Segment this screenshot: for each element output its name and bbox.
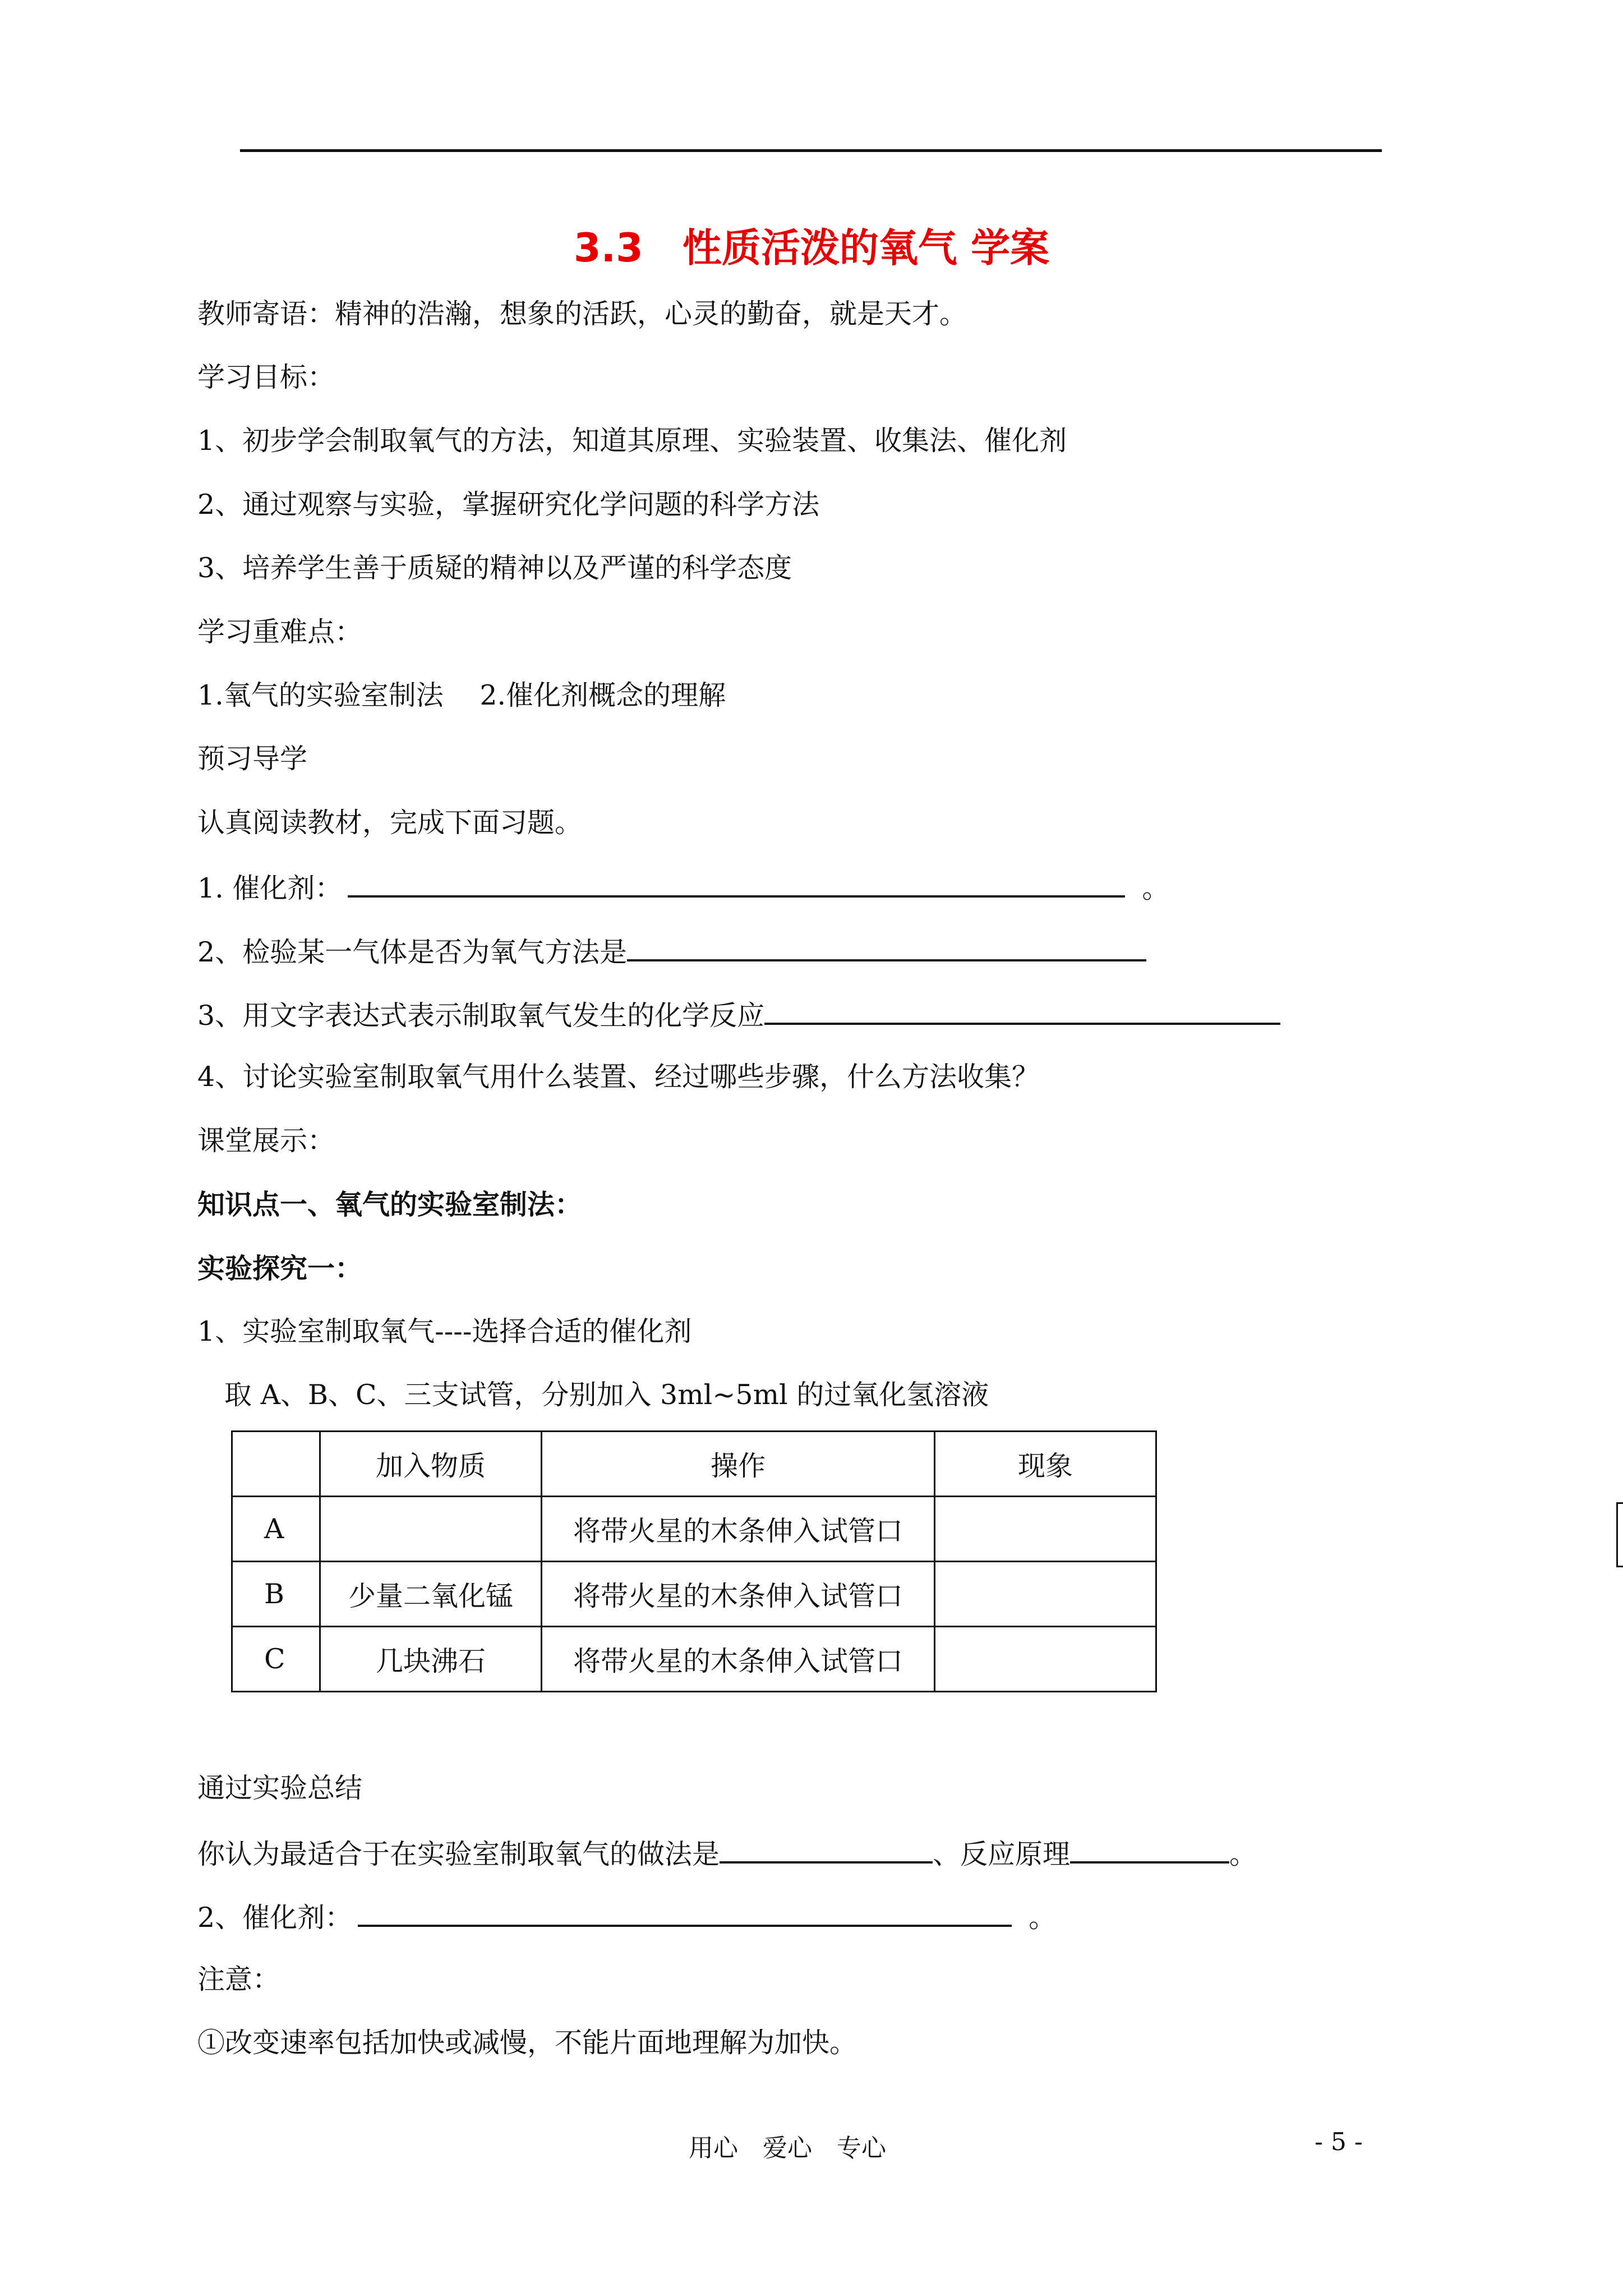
answer-blank[interactable] (720, 1835, 933, 1864)
catalyst-question (197, 1899, 1056, 1935)
catalyst-label: 2、催化剂： (197, 1902, 353, 1934)
table-cell: C (232, 1627, 320, 1692)
answer-blank[interactable] (348, 869, 1125, 898)
summary-heading: 通过实验总结 (197, 1772, 363, 1804)
experiment-intro: 取 A、B、C、三支试管，分别加入 3ml~5ml 的过氧化氢溶液 (224, 1379, 989, 1411)
header-rule (240, 149, 1382, 152)
summary-text-a: 你认为最适合于在实验室制取氧气的做法是 (197, 1838, 720, 1870)
table-cell: 将带火星的木条伸入试管口 (542, 1562, 935, 1627)
experiment-heading: 实验探究一： (197, 1252, 363, 1285)
key-points: 1.氧气的实验室制法 2.催化剂概念的理解 (197, 679, 726, 711)
teacher-motto: 教师寄语：精神的浩瀚，想象的活跃，心灵的勤奋，就是天才。 (197, 298, 967, 330)
table-header-cell (232, 1432, 320, 1497)
preview-intro: 认真阅读教材，完成下面习题。 (197, 807, 583, 839)
table-row (232, 1497, 1156, 1562)
question-4: 4、讨论实验室制取氧气用什么装置、经过哪些步骤，什么方法收集？ (197, 1061, 1040, 1093)
question-1-end: 。 (1142, 872, 1170, 904)
preview-heading: 预习导学 (197, 743, 308, 775)
table-cell[interactable] (935, 1497, 1156, 1562)
knowledge-point-1: 知识点一、氧气的实验室制法： (197, 1188, 583, 1221)
note-item: ①改变速率包括加快或减慢，不能片面地理解为加快。 (197, 2027, 857, 2059)
page-title: 3.3 性质活泼的氧气 学案 (573, 225, 1050, 271)
goal-item: 3、培养学生善于质疑的精神以及严谨的科学态度 (197, 552, 792, 584)
table-header-cell: 操作 (542, 1432, 935, 1497)
table-cell[interactable] (935, 1627, 1156, 1692)
table-cell[interactable] (320, 1497, 542, 1562)
catalyst-end: 。 (1029, 1902, 1057, 1934)
question-1 (197, 869, 1169, 905)
note-heading: 注意： (197, 1963, 280, 1995)
goals-heading: 学习目标： (197, 361, 335, 393)
question-3 (197, 997, 1280, 1033)
table-cell: 少量二氧化锰 (320, 1562, 542, 1627)
key-heading: 学习重难点： (197, 616, 363, 648)
summary-end: 。 (1229, 1838, 1257, 1870)
experiment-table (231, 1430, 1157, 1692)
answer-blank[interactable] (1070, 1835, 1229, 1864)
summary-line (197, 1835, 1257, 1871)
experiment-item-1: 1、实验室制取氧气----选择合适的催化剂 (197, 1315, 692, 1347)
goal-item: 2、通过观察与实验，掌握研究化学问题的科学方法 (197, 489, 820, 521)
question-2-label: 2、检验某一气体是否为氧气方法是 (197, 936, 628, 968)
question-2 (197, 933, 1146, 969)
goal-item: 1、初步学会制取氧气的方法，知道其原理、实验装置、收集法、催化剂 (197, 425, 1067, 457)
footer-motto: 用心 爱心 专心 (689, 2134, 886, 2162)
answer-blank[interactable] (627, 933, 1146, 961)
question-1-label: 1. 催化剂： (197, 872, 343, 904)
table-cell: B (232, 1562, 320, 1627)
table-row (232, 1627, 1156, 1692)
table-cell: 将带火星的木条伸入试管口 (542, 1497, 935, 1562)
table-cell: A (232, 1497, 320, 1562)
answer-blank[interactable] (358, 1899, 1012, 1927)
table-cell: 几块沸石 (320, 1627, 542, 1692)
table-cell[interactable] (935, 1562, 1156, 1627)
table-header-cell: 加入物质 (320, 1432, 542, 1497)
table-header-cell: 现象 (935, 1432, 1156, 1497)
summary-text-b: 、反应原理 (933, 1838, 1071, 1870)
table-row (232, 1562, 1156, 1627)
page-number: - 5 - (1315, 2128, 1363, 2156)
margin-bracket (1616, 1502, 1623, 1567)
question-3-label: 3、用文字表达式表示制取氧气发生的化学反应 (197, 1000, 765, 1032)
table-cell: 将带火星的木条伸入试管口 (542, 1627, 935, 1692)
table-header-row (232, 1432, 1156, 1497)
answer-blank[interactable] (764, 997, 1280, 1025)
class-heading: 课堂展示： (197, 1125, 335, 1157)
